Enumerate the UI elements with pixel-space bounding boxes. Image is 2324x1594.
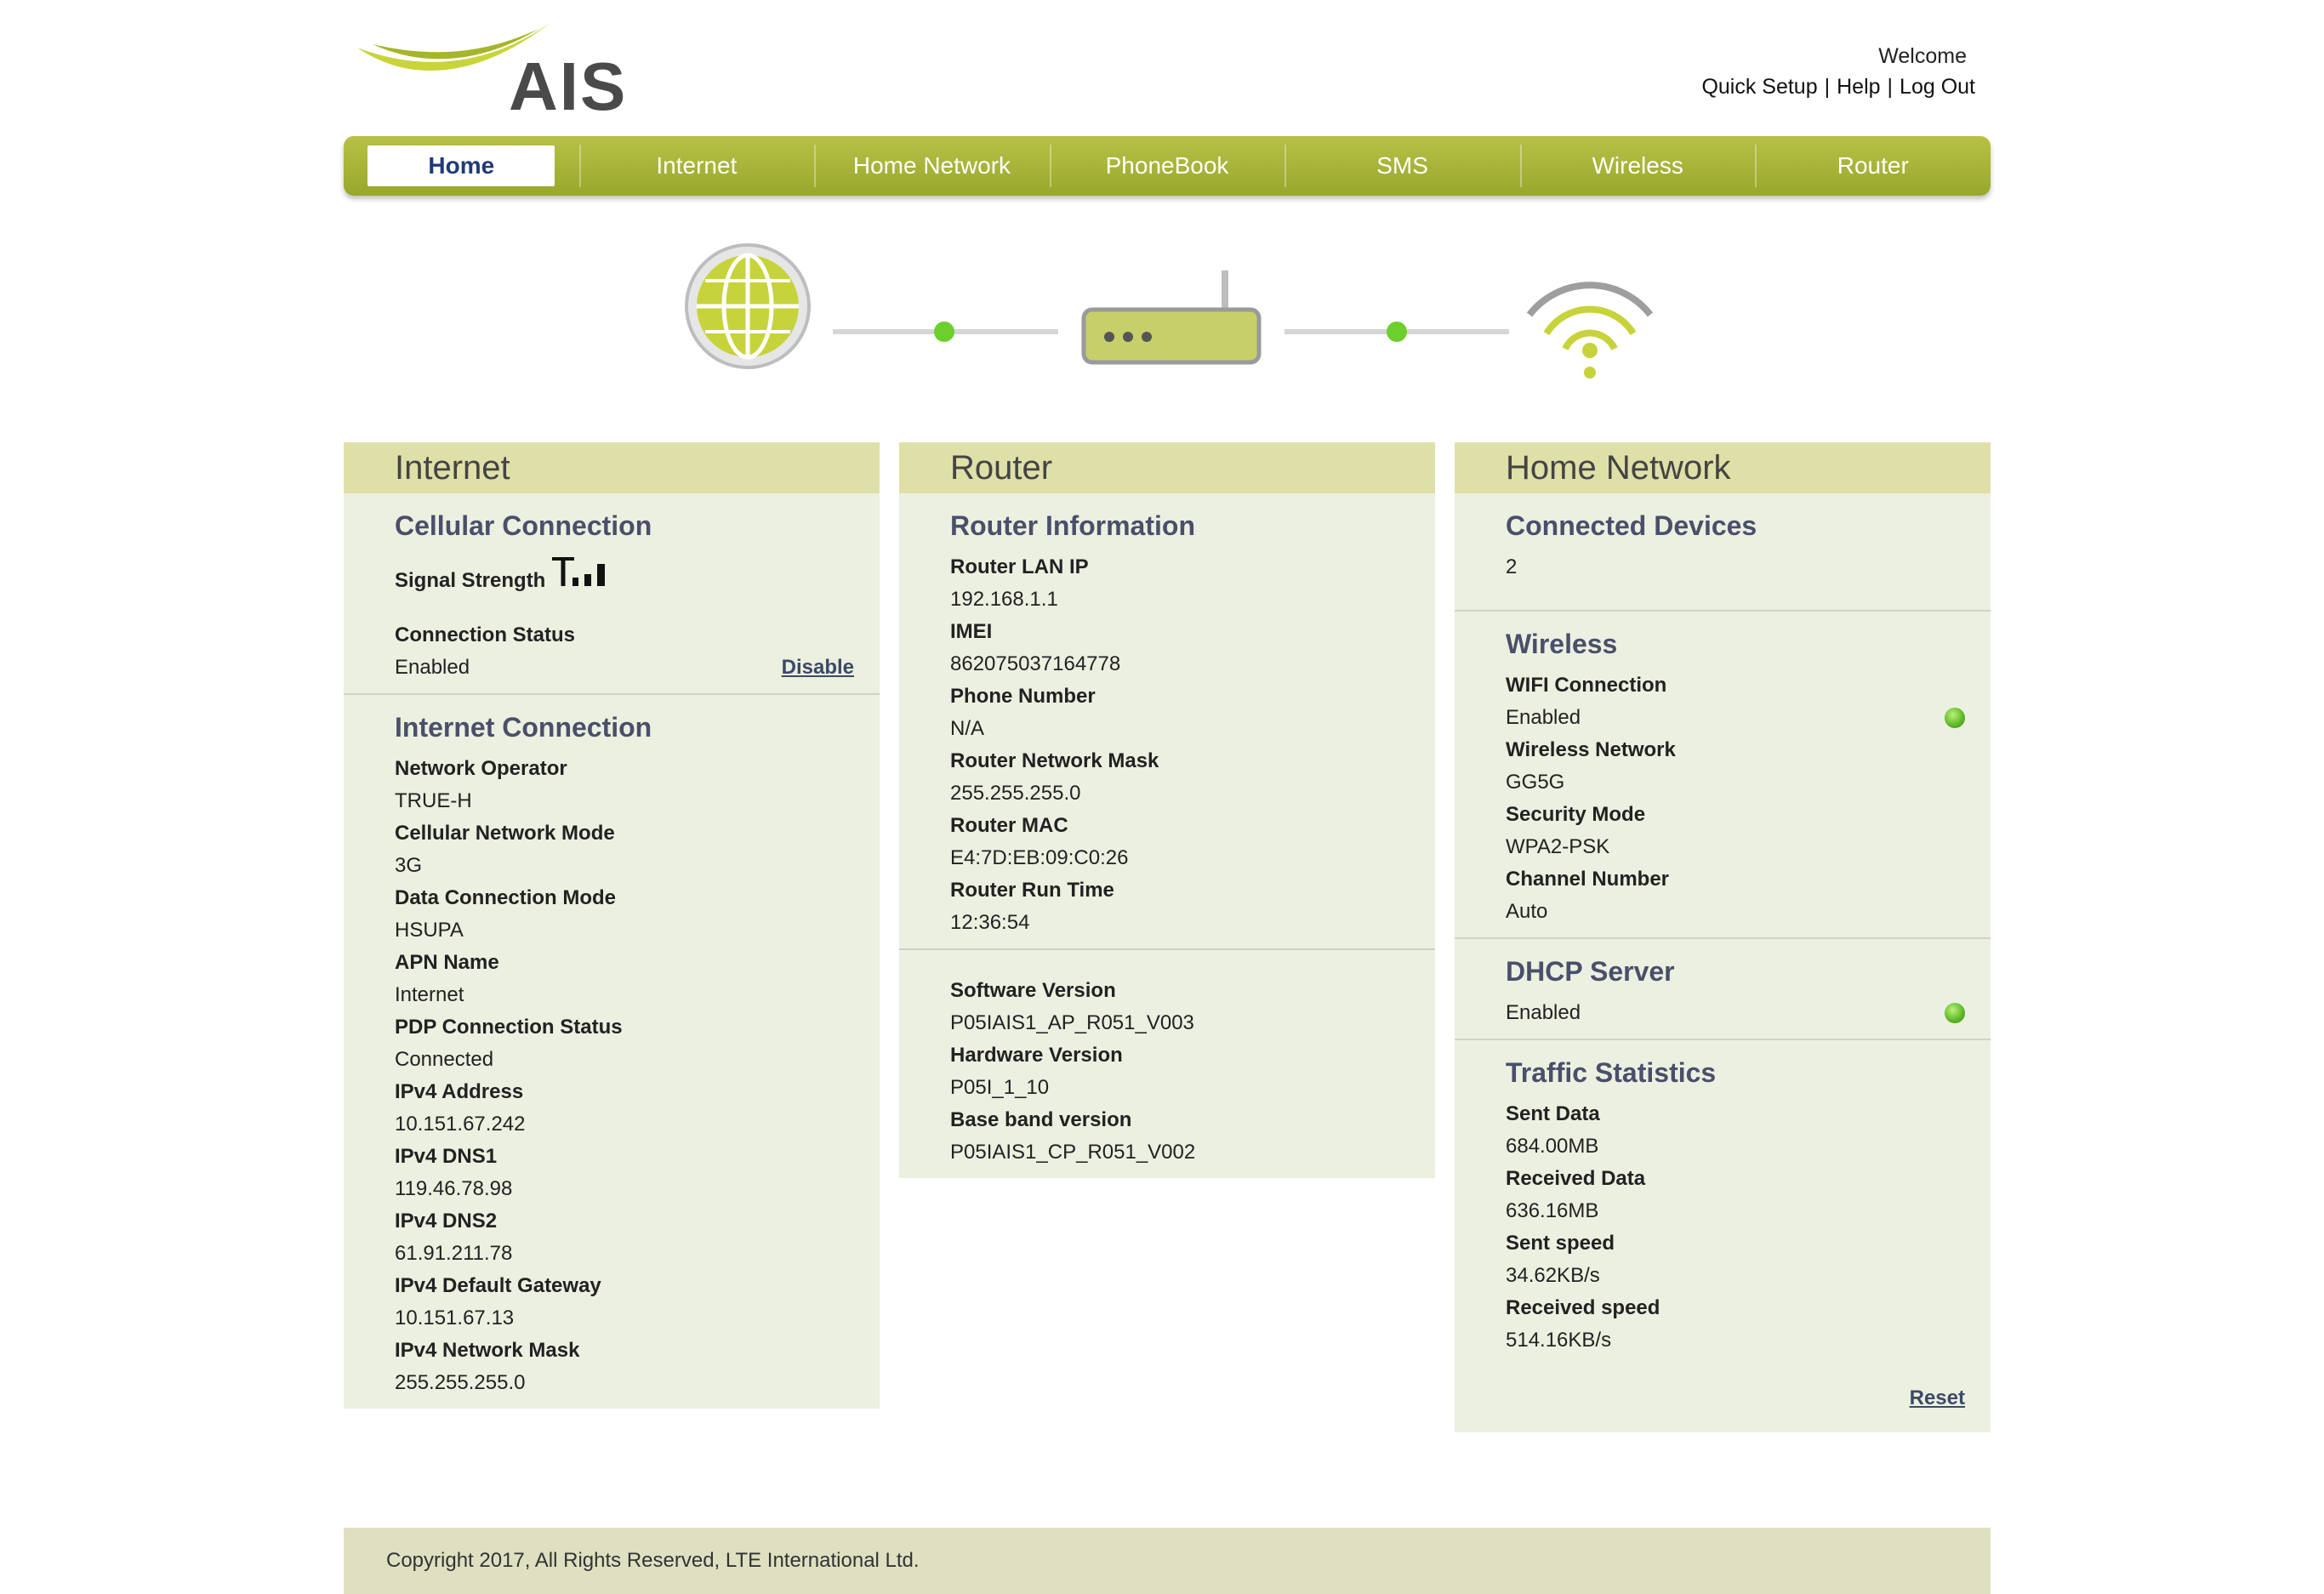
cellular-connection-section (344, 493, 880, 695)
field-label: Channel Number (1506, 868, 1670, 891)
signal-strength-row (395, 555, 854, 593)
panel-title: Home Network (1455, 442, 1991, 493)
ais-logo (356, 14, 636, 124)
panel-title: Router (899, 442, 1435, 493)
field-label: Hardware Version (950, 1044, 1123, 1067)
tab-label: Router (1837, 152, 1909, 179)
field-value: 61.91.211.78 (395, 1242, 513, 1265)
field-value: 12:36:54 (950, 911, 1030, 934)
field-label: Received Data (1506, 1167, 1646, 1190)
reset-link[interactable]: Reset (1909, 1386, 1965, 1409)
signal-strength-label: Signal Strength (395, 569, 546, 592)
tab-phonebook[interactable] (1050, 136, 1285, 196)
connection-diagram (344, 238, 1991, 408)
field-label: Data Connection Mode (395, 886, 617, 909)
section-title: Traffic Statistics (1506, 1057, 1717, 1088)
field-value: 192.168.1.1 (950, 588, 1058, 611)
field-label: Router Network Mask (950, 749, 1159, 772)
connection-status-row (395, 656, 854, 680)
connected-devices-section (1455, 493, 1991, 612)
field-label: PDP Connection Status (395, 1016, 623, 1039)
home-network-panel (1455, 442, 1991, 1432)
quick-setup-link[interactable]: Quick Setup (1701, 75, 1818, 99)
field-value: 10.151.67.242 (395, 1113, 526, 1136)
status-ok-icon (1945, 708, 1965, 728)
field-label: Router LAN IP (950, 555, 1089, 578)
copyright-text: Copyright 2017, All Rights Reserved, LTE International Ltd. (386, 1549, 920, 1572)
main-nav (344, 136, 1991, 196)
tab-label: PhoneBook (1105, 152, 1229, 179)
page-container (344, 0, 1991, 1587)
version-section (899, 950, 1435, 1178)
tab-home[interactable] (344, 136, 579, 196)
internet-panel (344, 442, 880, 1409)
help-link[interactable]: Help (1837, 75, 1881, 99)
traffic-statistics-section (1455, 1040, 1991, 1432)
router-panel (899, 442, 1435, 1178)
field-value: 3G (395, 854, 423, 877)
field-label: IPv4 DNS2 (395, 1210, 498, 1233)
tab-label: Home Network (852, 152, 1011, 179)
wifi-status-row (1506, 706, 1965, 730)
field-label: Network Operator (395, 757, 567, 780)
field-label: IPv4 DNS1 (395, 1145, 498, 1168)
section-title: Connected Devices (1506, 510, 1757, 541)
tab-label: Home (367, 145, 555, 186)
field-label: Sent speed (1506, 1232, 1615, 1255)
section-title: Internet Connection (395, 712, 652, 743)
tab-label: Internet (656, 152, 738, 179)
field-value: 636.16MB (1506, 1199, 1599, 1222)
field-value: GG5G (1506, 771, 1565, 794)
field-value: 255.255.255.0 (395, 1371, 526, 1394)
logo-text: AIS (509, 48, 628, 124)
tab-label: Wireless (1592, 152, 1683, 179)
status-ok-icon (1945, 1003, 1965, 1023)
tab-internet[interactable] (579, 136, 815, 196)
section-title: Wireless (1506, 629, 1618, 659)
tab-wireless[interactable] (1520, 136, 1756, 196)
field-value: 34.62KB/s (1506, 1264, 1600, 1287)
field-value: 255.255.255.0 (950, 782, 1081, 805)
field-value: Auto (1506, 900, 1548, 923)
field-label: IPv4 Address (395, 1080, 524, 1103)
field-value: WPA2-PSK (1506, 835, 1610, 858)
tab-label: SMS (1376, 152, 1428, 179)
signal-bars-icon (550, 555, 618, 593)
field-label: IMEI (950, 620, 993, 643)
field-value: 514.16KB/s (1506, 1329, 1612, 1352)
field-label: Software Version (950, 979, 1116, 1002)
field-value: Enabled (1506, 706, 1581, 729)
tab-router[interactable] (1755, 136, 1991, 196)
field-value: N/A (950, 717, 985, 740)
field-label: Cellular Network Mode (395, 822, 615, 845)
router-icon (1084, 270, 1259, 362)
field-value: E4:7D:EB:09:C0:26 (950, 846, 1129, 869)
field-label: Security Mode (1506, 803, 1646, 826)
field-value: 684.00MB (1506, 1135, 1599, 1158)
field-value: Connected (395, 1048, 494, 1071)
field-label: Phone Number (950, 685, 1096, 708)
field-value: P05IAIS1_AP_R051_V003 (950, 1011, 1194, 1034)
internet-connection-section (344, 695, 880, 1409)
reset-row (1506, 1386, 1965, 1419)
footer (344, 1528, 1991, 1594)
connection-status-value: Enabled (395, 656, 470, 679)
welcome-text: Welcome (1878, 44, 1967, 68)
connection-line-right (1284, 322, 1509, 342)
router-information-section (899, 493, 1435, 950)
panel-title: Internet (344, 442, 880, 493)
field-value: HSUPA (395, 919, 464, 942)
field-value: Internet (395, 983, 464, 1006)
field-label: Base band version (950, 1108, 1132, 1131)
dhcp-status-value: Enabled (1506, 1001, 1581, 1024)
field-label: IPv4 Default Gateway (395, 1274, 601, 1297)
logout-link[interactable]: Log Out (1900, 75, 1975, 99)
wireless-section (1455, 612, 1991, 939)
tab-sms[interactable] (1284, 136, 1520, 196)
field-label: APN Name (395, 951, 499, 974)
section-title: Router Information (950, 510, 1195, 541)
connection-status-label: Connection Status (395, 623, 576, 646)
section-title: DHCP Server (1506, 956, 1675, 987)
dhcp-section (1455, 939, 1991, 1040)
field-label: Wireless Network (1506, 738, 1676, 761)
field-label: Received speed (1506, 1296, 1660, 1319)
field-label: WIFI Connection (1506, 674, 1667, 697)
link-separator: | (1824, 75, 1831, 99)
field-label: Router MAC (950, 814, 1068, 837)
field-value: 862075037164778 (950, 652, 1121, 675)
tab-home-network[interactable] (814, 136, 1050, 196)
globe-icon (686, 245, 809, 367)
connected-devices-count: 2 (1506, 555, 1518, 578)
dhcp-status-row (1506, 1001, 1965, 1025)
top-links (1701, 75, 1975, 100)
field-label: Sent Data (1506, 1102, 1600, 1125)
field-value: 10.151.67.13 (395, 1307, 515, 1329)
link-separator: | (1887, 75, 1894, 99)
field-label: Router Run Time (950, 879, 1114, 902)
field-value: 119.46.78.98 (395, 1177, 513, 1200)
field-label: IPv4 Network Mask (395, 1339, 580, 1362)
field-value: P05I_1_10 (950, 1076, 1050, 1099)
connection-line-left (833, 322, 1058, 342)
section-title: Cellular Connection (395, 510, 652, 541)
field-value: P05IAIS1_CP_R051_V002 (950, 1141, 1196, 1164)
disable-link[interactable]: Disable (781, 656, 854, 679)
wifi-icon (1529, 285, 1650, 379)
field-value: TRUE-H (395, 789, 472, 812)
